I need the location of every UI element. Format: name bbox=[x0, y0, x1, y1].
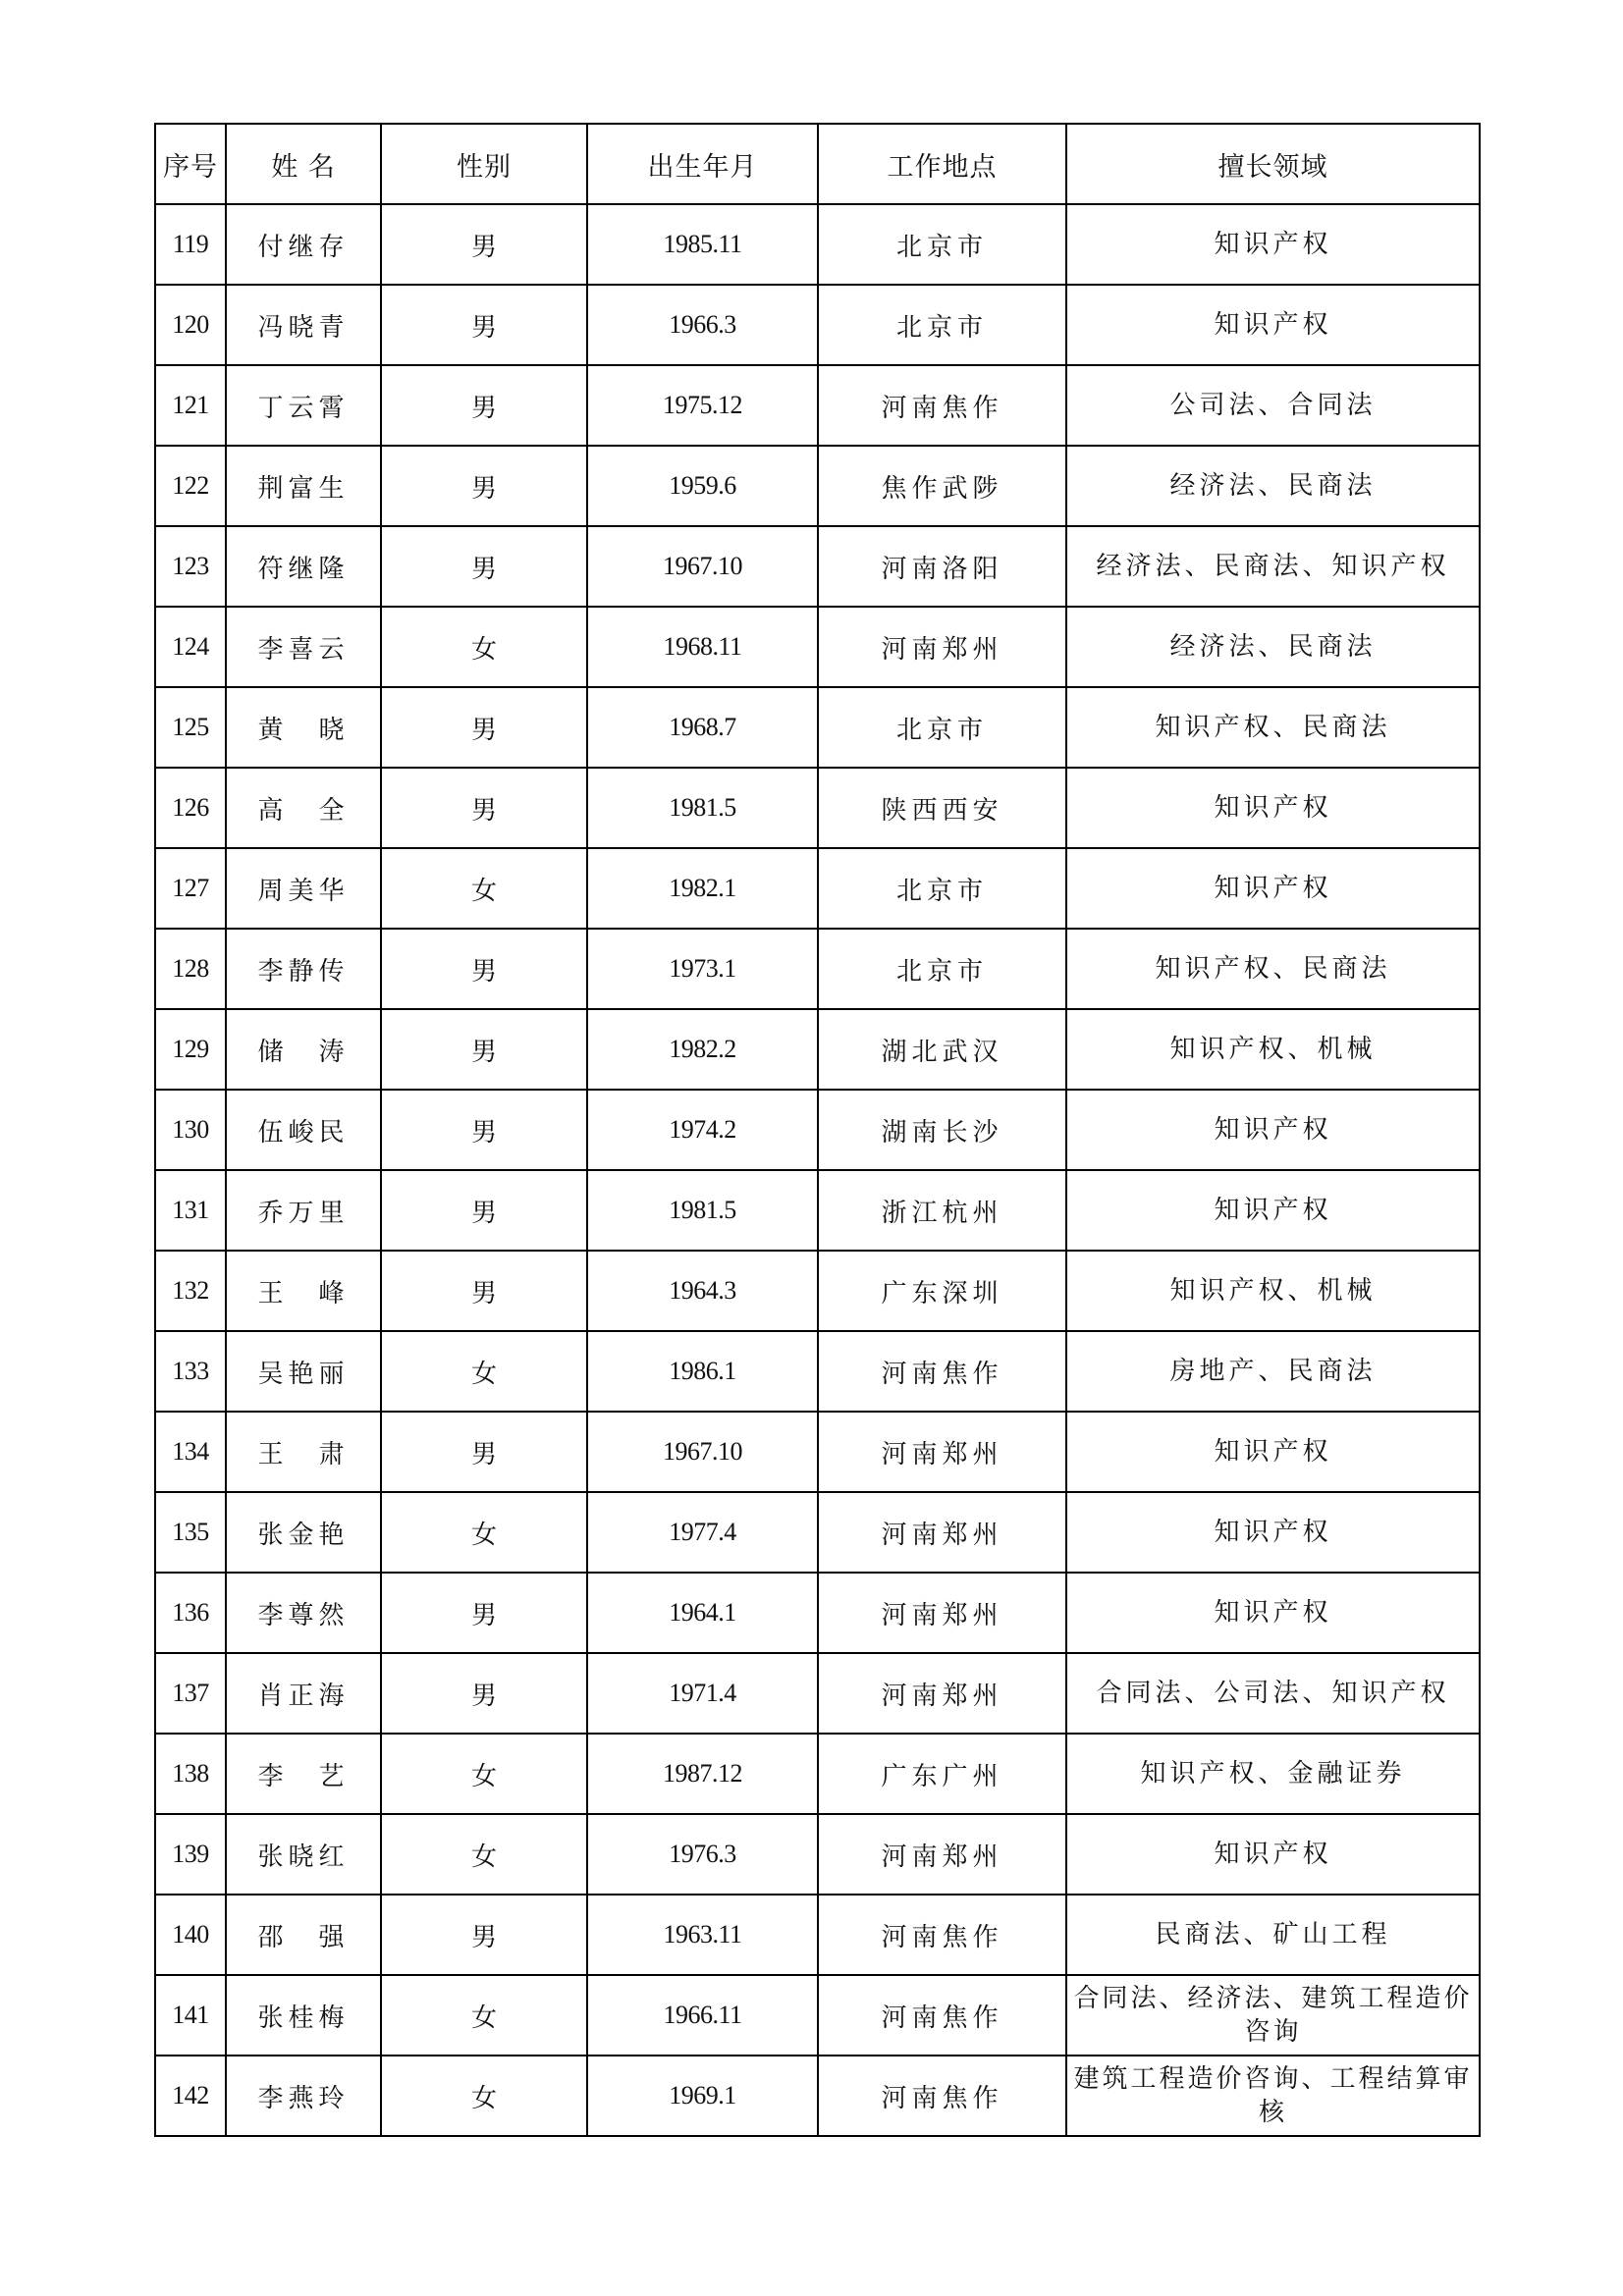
row-name: 荆富生 bbox=[226, 446, 381, 526]
table-row bbox=[155, 365, 1480, 446]
table-row bbox=[155, 1412, 1480, 1492]
row-specialty: 合同法、经济法、建筑工程造价咨询 bbox=[1066, 1975, 1480, 2056]
row-gender: 男 bbox=[381, 365, 587, 446]
row-seq: 131 bbox=[155, 1170, 226, 1251]
row-seq: 132 bbox=[155, 1251, 226, 1331]
row-name: 邵 强 bbox=[226, 1895, 381, 1975]
table-row bbox=[155, 687, 1480, 768]
row-name: 吴艳丽 bbox=[226, 1331, 381, 1412]
table-row bbox=[155, 848, 1480, 929]
row-name: 王 肃 bbox=[226, 1412, 381, 1492]
row-birth: 1981.5 bbox=[587, 768, 818, 848]
row-specialty: 合同法、公司法、知识产权 bbox=[1066, 1653, 1480, 1734]
row-birth: 1963.11 bbox=[587, 1895, 818, 1975]
row-location: 陕西西安 bbox=[818, 768, 1066, 848]
row-seq: 123 bbox=[155, 526, 226, 607]
row-gender: 男 bbox=[381, 929, 587, 1009]
row-birth: 1976.3 bbox=[587, 1814, 818, 1895]
header-birth: 出生年月 bbox=[587, 124, 818, 204]
row-seq: 126 bbox=[155, 768, 226, 848]
row-specialty: 知识产权 bbox=[1066, 1170, 1480, 1251]
row-name: 肖正海 bbox=[226, 1653, 381, 1734]
row-specialty: 经济法、民商法 bbox=[1066, 607, 1480, 687]
table-row bbox=[155, 1734, 1480, 1814]
row-location: 北京市 bbox=[818, 204, 1066, 285]
row-specialty: 知识产权 bbox=[1066, 848, 1480, 929]
row-specialty: 知识产权、金融证券 bbox=[1066, 1734, 1480, 1814]
row-birth: 1966.3 bbox=[587, 285, 818, 365]
row-specialty: 知识产权 bbox=[1066, 768, 1480, 848]
row-seq: 127 bbox=[155, 848, 226, 929]
row-birth: 1975.12 bbox=[587, 365, 818, 446]
row-gender: 女 bbox=[381, 1331, 587, 1412]
row-location: 河南郑州 bbox=[818, 1573, 1066, 1653]
row-birth: 1966.11 bbox=[587, 1975, 818, 2056]
row-name: 符继隆 bbox=[226, 526, 381, 607]
row-seq: 124 bbox=[155, 607, 226, 687]
row-birth: 1968.11 bbox=[587, 607, 818, 687]
row-specialty: 知识产权 bbox=[1066, 285, 1480, 365]
row-name: 李喜云 bbox=[226, 607, 381, 687]
row-location: 河南郑州 bbox=[818, 607, 1066, 687]
row-seq: 140 bbox=[155, 1895, 226, 1975]
row-location: 广东广州 bbox=[818, 1734, 1066, 1814]
table-row bbox=[155, 929, 1480, 1009]
row-seq: 141 bbox=[155, 1975, 226, 2056]
row-seq: 133 bbox=[155, 1331, 226, 1412]
row-birth: 1981.5 bbox=[587, 1170, 818, 1251]
row-specialty: 知识产权 bbox=[1066, 204, 1480, 285]
row-specialty: 房地产、民商法 bbox=[1066, 1331, 1480, 1412]
header-location: 工作地点 bbox=[818, 124, 1066, 204]
row-birth: 1968.7 bbox=[587, 687, 818, 768]
row-location: 广东深圳 bbox=[818, 1251, 1066, 1331]
row-seq: 130 bbox=[155, 1090, 226, 1170]
row-gender: 男 bbox=[381, 526, 587, 607]
row-specialty: 知识产权、民商法 bbox=[1066, 929, 1480, 1009]
row-seq: 137 bbox=[155, 1653, 226, 1734]
row-specialty: 公司法、合同法 bbox=[1066, 365, 1480, 446]
row-specialty: 民商法、矿山工程 bbox=[1066, 1895, 1480, 1975]
row-birth: 1967.10 bbox=[587, 1412, 818, 1492]
row-birth: 1974.2 bbox=[587, 1090, 818, 1170]
row-birth: 1982.1 bbox=[587, 848, 818, 929]
row-name: 储 涛 bbox=[226, 1009, 381, 1090]
row-name: 高 全 bbox=[226, 768, 381, 848]
row-gender: 女 bbox=[381, 2056, 587, 2136]
row-gender: 男 bbox=[381, 446, 587, 526]
table-row bbox=[155, 768, 1480, 848]
row-name: 丁云霄 bbox=[226, 365, 381, 446]
table-header-row bbox=[155, 124, 1480, 204]
row-seq: 121 bbox=[155, 365, 226, 446]
row-gender: 男 bbox=[381, 1251, 587, 1331]
row-birth: 1973.1 bbox=[587, 929, 818, 1009]
row-location: 湖南长沙 bbox=[818, 1090, 1066, 1170]
expert-roster-table bbox=[154, 123, 1481, 2137]
row-location: 河南焦作 bbox=[818, 365, 1066, 446]
row-gender: 女 bbox=[381, 848, 587, 929]
table-row bbox=[155, 526, 1480, 607]
row-location: 河南郑州 bbox=[818, 1653, 1066, 1734]
row-seq: 125 bbox=[155, 687, 226, 768]
row-birth: 1971.4 bbox=[587, 1653, 818, 1734]
row-name: 王 峰 bbox=[226, 1251, 381, 1331]
row-birth: 1977.4 bbox=[587, 1492, 818, 1573]
table-row bbox=[155, 1895, 1480, 1975]
row-gender: 男 bbox=[381, 1573, 587, 1653]
row-seq: 136 bbox=[155, 1573, 226, 1653]
row-seq: 138 bbox=[155, 1734, 226, 1814]
table-row bbox=[155, 204, 1480, 285]
row-name: 冯晓青 bbox=[226, 285, 381, 365]
row-location: 河南郑州 bbox=[818, 1492, 1066, 1573]
row-name: 李燕玲 bbox=[226, 2056, 381, 2136]
row-location: 河南郑州 bbox=[818, 1412, 1066, 1492]
table-row bbox=[155, 446, 1480, 526]
table-row bbox=[155, 1573, 1480, 1653]
row-seq: 134 bbox=[155, 1412, 226, 1492]
row-gender: 男 bbox=[381, 1009, 587, 1090]
row-birth: 1959.6 bbox=[587, 446, 818, 526]
row-specialty: 知识产权、机械 bbox=[1066, 1251, 1480, 1331]
row-gender: 男 bbox=[381, 1090, 587, 1170]
row-gender: 男 bbox=[381, 1653, 587, 1734]
table-row bbox=[155, 2056, 1480, 2136]
row-location: 北京市 bbox=[818, 848, 1066, 929]
row-location: 北京市 bbox=[818, 929, 1066, 1009]
row-name: 伍峻民 bbox=[226, 1090, 381, 1170]
row-gender: 男 bbox=[381, 285, 587, 365]
row-seq: 142 bbox=[155, 2056, 226, 2136]
row-name: 张晓红 bbox=[226, 1814, 381, 1895]
row-specialty: 知识产权、民商法 bbox=[1066, 687, 1480, 768]
row-specialty: 知识产权 bbox=[1066, 1090, 1480, 1170]
row-specialty: 经济法、民商法 bbox=[1066, 446, 1480, 526]
row-specialty: 知识产权、机械 bbox=[1066, 1009, 1480, 1090]
row-birth: 1969.1 bbox=[587, 2056, 818, 2136]
header-gender: 性别 bbox=[381, 124, 587, 204]
table-row bbox=[155, 1009, 1480, 1090]
row-specialty: 知识产权 bbox=[1066, 1573, 1480, 1653]
row-name: 付继存 bbox=[226, 204, 381, 285]
table-row bbox=[155, 607, 1480, 687]
row-name: 李尊然 bbox=[226, 1573, 381, 1653]
row-gender: 男 bbox=[381, 687, 587, 768]
row-location: 河南焦作 bbox=[818, 1895, 1066, 1975]
row-gender: 女 bbox=[381, 1492, 587, 1573]
row-gender: 女 bbox=[381, 607, 587, 687]
row-seq: 120 bbox=[155, 285, 226, 365]
row-gender: 女 bbox=[381, 1734, 587, 1814]
row-location: 北京市 bbox=[818, 285, 1066, 365]
row-gender: 女 bbox=[381, 1975, 587, 2056]
row-seq: 119 bbox=[155, 204, 226, 285]
row-birth: 1967.10 bbox=[587, 526, 818, 607]
header-specialty: 擅长领域 bbox=[1066, 124, 1480, 204]
row-birth: 1986.1 bbox=[587, 1331, 818, 1412]
row-gender: 男 bbox=[381, 204, 587, 285]
row-location: 湖北武汉 bbox=[818, 1009, 1066, 1090]
table-row bbox=[155, 285, 1480, 365]
row-specialty: 建筑工程造价咨询、工程结算审核 bbox=[1066, 2056, 1480, 2136]
header-seq: 序号 bbox=[155, 124, 226, 204]
row-location: 河南焦作 bbox=[818, 1975, 1066, 2056]
row-specialty: 知识产权 bbox=[1066, 1492, 1480, 1573]
table-row bbox=[155, 1814, 1480, 1895]
row-specialty: 知识产权 bbox=[1066, 1412, 1480, 1492]
row-name: 乔万里 bbox=[226, 1170, 381, 1251]
row-specialty: 经济法、民商法、知识产权 bbox=[1066, 526, 1480, 607]
row-location: 河南郑州 bbox=[818, 1814, 1066, 1895]
row-gender: 男 bbox=[381, 1895, 587, 1975]
row-location: 焦作武陟 bbox=[818, 446, 1066, 526]
row-seq: 135 bbox=[155, 1492, 226, 1573]
row-seq: 139 bbox=[155, 1814, 226, 1895]
row-location: 河南焦作 bbox=[818, 1331, 1066, 1412]
row-birth: 1964.3 bbox=[587, 1251, 818, 1331]
row-name: 张金艳 bbox=[226, 1492, 381, 1573]
row-name: 李 艺 bbox=[226, 1734, 381, 1814]
row-specialty: 知识产权 bbox=[1066, 1814, 1480, 1895]
row-seq: 129 bbox=[155, 1009, 226, 1090]
table-row bbox=[155, 1170, 1480, 1251]
row-name: 周美华 bbox=[226, 848, 381, 929]
table-row bbox=[155, 1331, 1480, 1412]
row-location: 北京市 bbox=[818, 687, 1066, 768]
table-row bbox=[155, 1492, 1480, 1573]
row-name: 张桂梅 bbox=[226, 1975, 381, 2056]
header-name: 姓 名 bbox=[226, 124, 381, 204]
row-name: 李静传 bbox=[226, 929, 381, 1009]
row-gender: 男 bbox=[381, 1412, 587, 1492]
row-location: 浙江杭州 bbox=[818, 1170, 1066, 1251]
table-row bbox=[155, 1653, 1480, 1734]
row-location: 河南洛阳 bbox=[818, 526, 1066, 607]
row-seq: 122 bbox=[155, 446, 226, 526]
row-birth: 1964.1 bbox=[587, 1573, 818, 1653]
table-row bbox=[155, 1090, 1480, 1170]
table-row bbox=[155, 1251, 1480, 1331]
row-name: 黄 晓 bbox=[226, 687, 381, 768]
table-row bbox=[155, 1975, 1480, 2056]
row-birth: 1982.2 bbox=[587, 1009, 818, 1090]
row-location: 河南焦作 bbox=[818, 2056, 1066, 2136]
row-gender: 男 bbox=[381, 1170, 587, 1251]
row-gender: 女 bbox=[381, 1814, 587, 1895]
row-gender: 男 bbox=[381, 768, 587, 848]
row-birth: 1985.11 bbox=[587, 204, 818, 285]
row-birth: 1987.12 bbox=[587, 1734, 818, 1814]
row-seq: 128 bbox=[155, 929, 226, 1009]
